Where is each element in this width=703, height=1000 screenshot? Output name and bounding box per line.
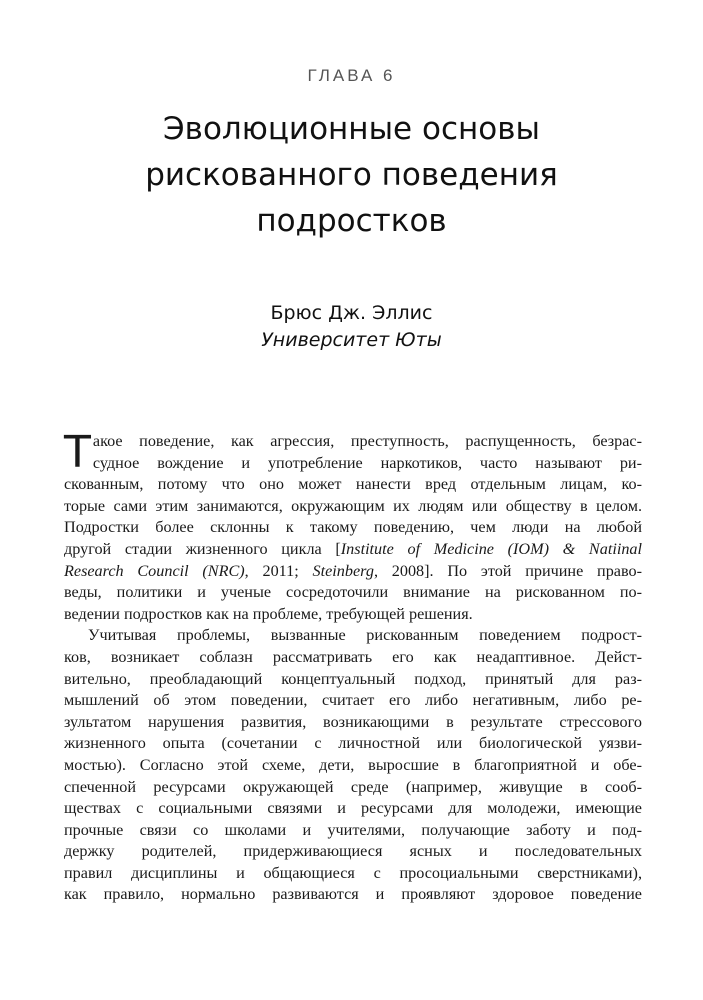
text-line: спеченной ресурсами окружающей среде (например, живущие в сооб- [64,777,642,796]
text-line: скованным, потому что оно может нанести вред отдельным лицам, ко- [64,475,642,494]
text-line: прочные связи со школами и учителями, получающие заботу и под- [64,820,642,839]
text-line: акое поведение, как агрессия, преступность, распущенность, безрас- [92,432,642,450]
chapter-title [60,106,643,244]
citation-ref-steinberg: Steinberg [312,561,374,580]
text-line: держку родителей, придерживающиеся ясных и последовательных [64,842,642,861]
text-line-citation-start [64,539,642,561]
text-line: зультатом нарушения развития, возникающими в результате стрессового [64,712,642,731]
author-name: Брюс Дж. Эллис [270,302,433,324]
chapter-label: ГЛАВА 6 [307,66,396,85]
author-affiliation: Университет Юты [261,329,442,351]
text-line: жизненного опыта (сочетании с личностной или биологической уязви- [64,734,642,753]
text-line: ведении подростков как на проблеме, требующей решения. [64,604,473,623]
chapter-title-line-3: подростков [256,203,447,239]
chapter-title-line-2: рискованного поведения [145,157,558,193]
text-line: мышлений об этом поведении, считает его либо негативным, либо ре- [64,691,642,710]
text-line: Подростки более склонны к такому поведению, чем люди на любой [64,518,642,537]
citation-year-1: , 2011; [244,561,313,580]
author-block [0,300,703,354]
text-line: ществах с социальными связями и ресурсами для молодежи, имеющие [64,799,642,818]
text-line-citation [64,561,642,583]
text-line: ков, возникает соблазн рассматривать его как неадаптивное. Дейст- [64,647,642,666]
citation-ref-iom: Institute of Medicine (IOM) & Natiinal [340,539,643,558]
text-line: правил дисциплины и общающиеся с просоциальными сверстниками), [64,863,642,882]
text-line: веды, политики и ученые сосредоточили внимание на рискованном по- [64,583,642,602]
drop-cap: Т [64,427,91,478]
text-line: мостью). Согласно этой схеме, дети, выросшие в благоприятной и обе- [64,755,642,774]
chapter-title-line-1: Эволюционные основы [163,111,540,147]
text-line: как правило, нормально развиваются и проявляют здоровое поведение [64,885,642,904]
paragraph-1-opening [64,427,642,478]
citation-year-2: , 2008]. По этой причине право- [373,561,642,580]
text-line: Учитывая проблемы, вызванные рискованным поведением подрост- [88,626,642,645]
citation-ref-nrc: Research Council (NRC) [64,561,245,580]
text-line: вительно, преобладающий концептуальный подход, принятый для раз- [64,669,642,688]
body-text [64,427,643,906]
text-fragment: другой стадии жизненного цикла [ [64,539,341,558]
text-line: торые сами этим занимаются, окружающим их людям или обществу в целом. [64,496,642,515]
text-line: судное вождение и употребление наркотиков, часто называют ри- [92,453,642,472]
